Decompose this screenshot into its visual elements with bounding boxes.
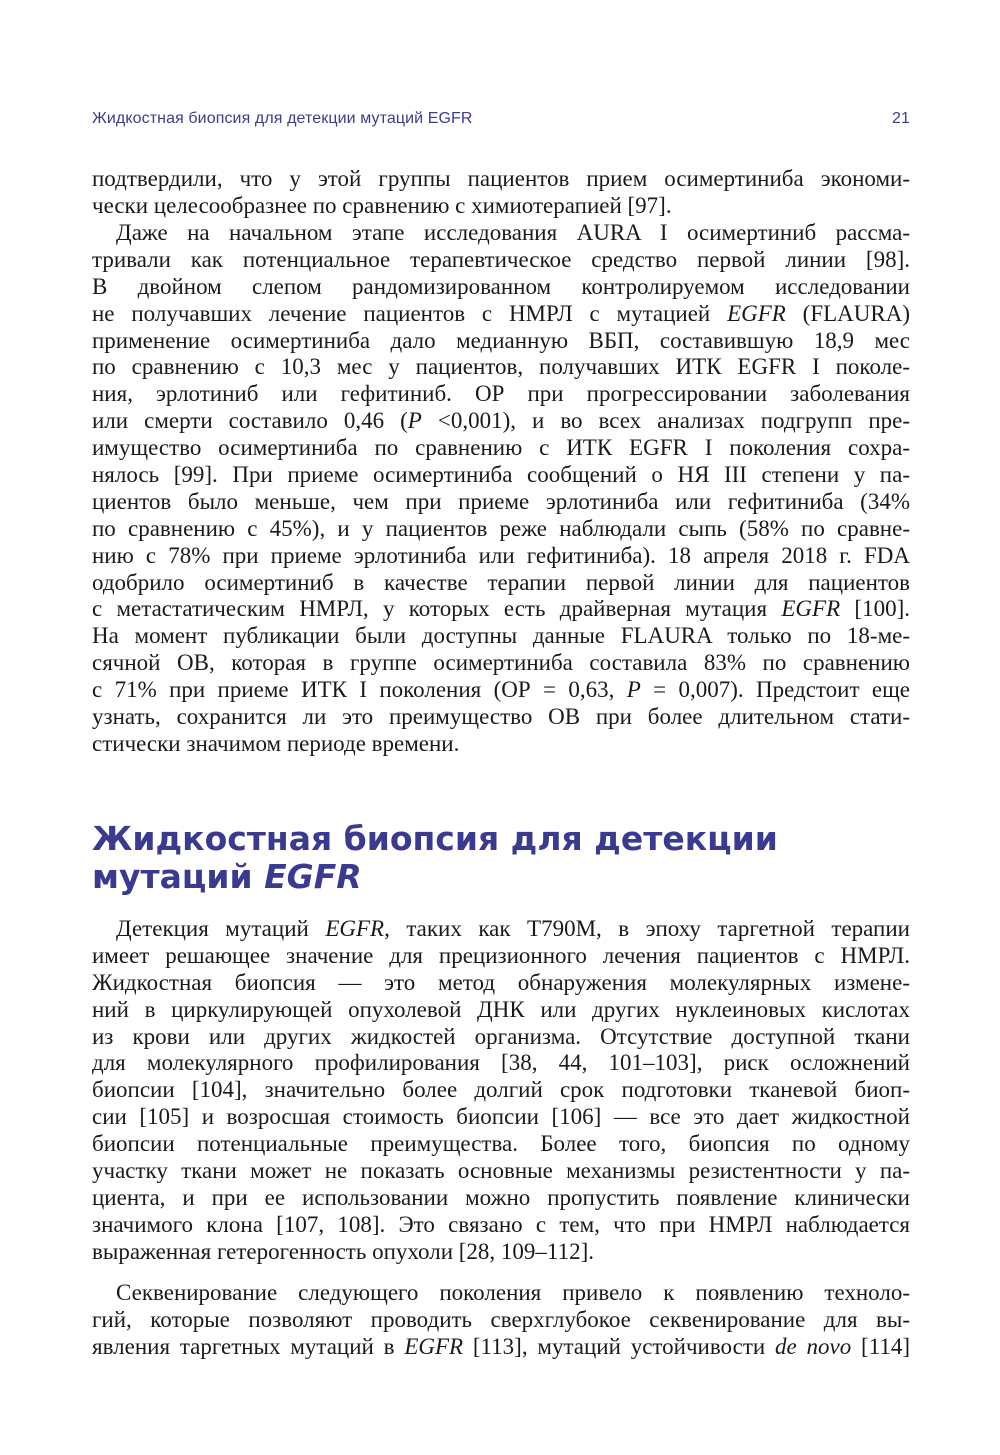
text-line: по сравнению с 45%), и у пациентов реже наблюдали сыпь (58% по сравне- bbox=[92, 515, 910, 541]
running-head-title: Жидкостная биопсия для детекции мутаций EGFR bbox=[92, 110, 473, 127]
text-line: гий, которые позволяют проводить сверхглубокое секвенирование для вы- bbox=[92, 1306, 910, 1332]
section-heading bbox=[92, 820, 910, 896]
text-line: Секвенирование следующего поколения привело к появлению техноло- bbox=[116, 1280, 910, 1305]
text-line: выраженная гетерогенность опухоли [28, 109–112]. bbox=[92, 1238, 594, 1264]
text-line: узнать, сохранится ли это преимущество ОВ при более длительном стати- bbox=[92, 704, 910, 730]
text-line: по сравнению с 10,3 мес у пациентов, получавших ИТК EGFR I поколе- bbox=[92, 354, 910, 380]
paragraph-continuation bbox=[92, 166, 910, 220]
text-line: сии [105] и возросшая стоимость биопсии [106] — все это дает жидкостной bbox=[92, 1104, 910, 1130]
text-line: нию с 78% при приеме эрлотиниба или гефитиниба). 18 апреля 2018 г. FDA bbox=[92, 542, 910, 568]
p-value-italic: P bbox=[626, 677, 641, 703]
p-value-italic: P bbox=[407, 408, 422, 434]
text-line: значимого клона [107, 108]. Это связано с тем, что при НМРЛ наблюдается bbox=[92, 1211, 910, 1237]
text-line: биопсии [104], значительно более долгий срок подготовки тканевой биоп- bbox=[92, 1077, 910, 1103]
text-line: или смерти составило 0,46 (P <0,001), и во всех анализах подгрупп пре- bbox=[92, 408, 910, 434]
text-line: с метастатическим НМРЛ, у которых есть драйверная мутация EGFR [100]. bbox=[92, 596, 910, 622]
text-line: с 71% при приеме ИТК I поколения (ОР = 0,63, P = 0,007). Предстоит еще bbox=[92, 677, 910, 703]
gene-name-italic: EGFR bbox=[404, 1333, 464, 1359]
text-line: участку ткани может не показать основные механизмы резистентности у па- bbox=[92, 1158, 910, 1184]
text-line: стически значимом периоде времени. bbox=[92, 730, 460, 756]
paragraph-liquid-biopsy bbox=[92, 916, 910, 1266]
text-line: Даже на начальном этапе исследования AURA I осимертиниб рассма- bbox=[116, 220, 910, 245]
text-line: из крови или других жидкостей организма. Отсутствие доступной ткани bbox=[92, 1023, 910, 1049]
text-line: циента, и при ее использовании можно пропустить появление клинически bbox=[92, 1184, 910, 1210]
text-line: Жидкостная биопсия — это метод обнаружения молекулярных измене- bbox=[92, 969, 910, 995]
text-line: применение осимертиниба дало медианную ВБП, составившую 18,9 мес bbox=[92, 327, 910, 353]
text-line: ний в циркулирующей опухолевой ДНК или других нуклеиновых кислотах bbox=[92, 996, 910, 1022]
text-line: В двойном слепом рандомизированном контролируемом исследовании bbox=[92, 273, 910, 299]
text-line: тривали как потенциальное терапевтическое средство первой линии [98]. bbox=[92, 246, 910, 272]
running-head bbox=[92, 110, 910, 134]
gene-name-italic: EGFR bbox=[264, 857, 362, 896]
text-line: чески целесообразнее по сравнению с химиотерапией [97]. bbox=[92, 192, 672, 218]
text-line: для молекулярного профилирования [38, 44, 101–103], риск осложнений bbox=[92, 1050, 910, 1076]
text-line: сячной ОВ, которая в группе осимертиниба составила 83% по сравнению bbox=[92, 650, 910, 676]
section-heading-line: мутаций EGFR bbox=[92, 857, 362, 896]
text-line: циентов было меньше, чем при приеме эрлотиниба или гефитиниба (34% bbox=[92, 488, 910, 514]
page-number: 21 bbox=[892, 110, 910, 127]
text-line: имущество осимертиниба по сравнению с ИТК EGFR I поколения сохра- bbox=[92, 435, 910, 461]
text-line: имеет решающее значение для прецизионного лечения пациентов с НМРЛ. bbox=[92, 942, 910, 968]
gene-name-italic: EGFR bbox=[781, 596, 841, 622]
paragraph-ngs bbox=[92, 1280, 910, 1361]
paragraph-flaura bbox=[92, 220, 910, 758]
text-line: явления таргетных мутаций в EGFR [113], мутаций устойчивости de novo [114] bbox=[92, 1333, 910, 1359]
text-line: ния, эрлотиниб или гефитиниб. ОР при прогрессировании заболевания bbox=[92, 381, 910, 407]
gene-name-italic: EGFR bbox=[325, 916, 385, 941]
text-line: одобрило осимертиниб в качестве терапии первой линии для пациентов bbox=[92, 569, 910, 595]
text-line: подтвердили, что у этой группы пациентов прием осимертиниба экономи- bbox=[92, 166, 910, 191]
text-line: На момент публикации были доступны данные FLAURA только по 18-ме- bbox=[92, 623, 910, 649]
text-line: нялось [99]. При приеме осимертиниба сообщений о НЯ III степени у па- bbox=[92, 462, 910, 488]
gene-name-italic: EGFR bbox=[727, 300, 786, 326]
text-line: биопсии потенциальные преимущества. Более того, биопсия по одному bbox=[92, 1131, 910, 1157]
text-line: Детекция мутаций EGFR, таких как T790M, в эпоху таргетной терапии bbox=[116, 916, 910, 941]
section-heading-line: Жидкостная биопсия для детекции bbox=[92, 819, 778, 858]
latin-term-italic: de novo bbox=[775, 1333, 852, 1359]
text-line: не получавших лечение пациентов с НМРЛ с мутацией EGFR (FLAURA) bbox=[92, 300, 910, 326]
